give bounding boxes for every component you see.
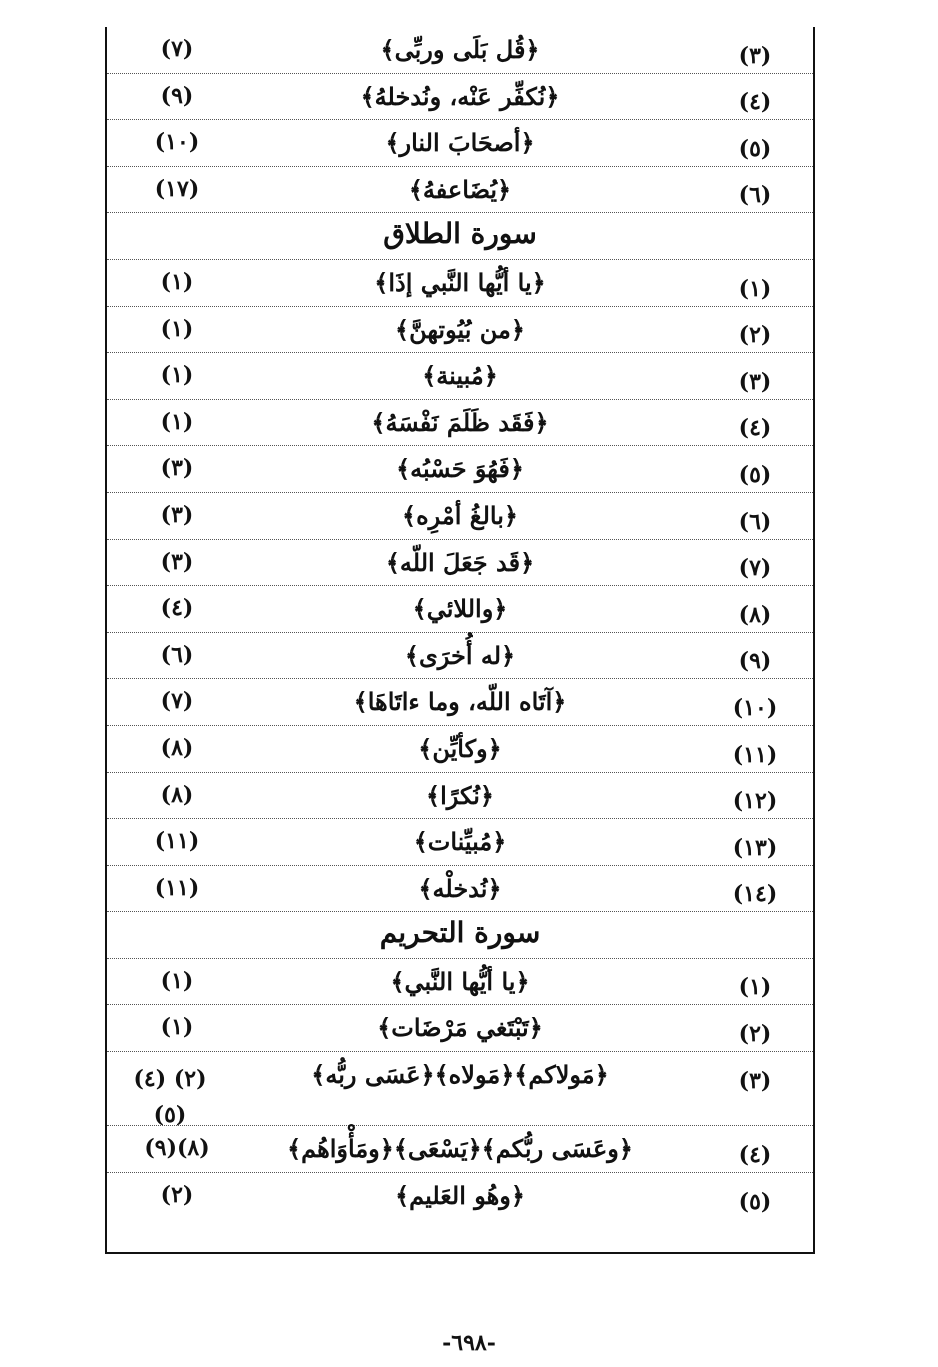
verse-reference: (١) xyxy=(160,315,194,342)
quranic-phrase: ﴿وهُو العَليم﴾ xyxy=(395,1180,525,1210)
table-row xyxy=(107,540,813,587)
table-row xyxy=(107,586,813,633)
verse-reference: (١١) xyxy=(154,874,200,901)
quranic-phrase: ﴿أصحَابَ النار﴾ xyxy=(385,128,535,158)
page-number: -٦٩٨- xyxy=(442,1330,496,1356)
verse-reference: (٢) xyxy=(160,1181,194,1208)
table-row xyxy=(107,27,813,74)
item-number: (١١) xyxy=(732,741,778,768)
item-number: (٥) xyxy=(738,1189,772,1216)
table-row xyxy=(107,493,813,540)
item-number: (١٠) xyxy=(732,694,778,721)
item-number: (٢) xyxy=(738,322,772,349)
quranic-phrase: ﴿وكأيِّن﴾ xyxy=(418,733,502,763)
index-table xyxy=(105,27,815,1254)
quranic-phrase: ﴿تَبْتَغي مَرْضَات﴾ xyxy=(377,1013,543,1043)
table-row xyxy=(107,819,813,866)
quranic-phrase: ﴿بالغُ أمْرِه﴾ xyxy=(402,500,518,530)
quranic-phrase: ﴿يا أيُّها النَّبي﴾ xyxy=(390,966,530,996)
item-number: (٣) xyxy=(738,1068,772,1095)
quranic-phrase: ﴿نُكرًا﴾ xyxy=(426,780,494,810)
item-number: (١٢) xyxy=(732,788,778,815)
table-row xyxy=(107,679,813,726)
verse-reference: (٨)(٩) xyxy=(144,1135,210,1162)
table-row xyxy=(107,773,813,820)
item-number: (٤) xyxy=(738,1141,772,1168)
item-number: (٦) xyxy=(738,508,772,535)
verse-reference: (٨) xyxy=(160,781,194,808)
table-row xyxy=(107,120,813,167)
quranic-phrase: ﴿واللائي﴾ xyxy=(412,594,508,624)
table-row xyxy=(107,167,813,214)
quranic-phrase: ﴿آتَاه اللّه، وما ءاتَاهَا﴾ xyxy=(353,687,567,717)
verse-reference-line: (٥) xyxy=(153,1102,187,1129)
verse-reference: (١٧) xyxy=(154,175,200,202)
table-row xyxy=(107,74,813,121)
surah-heading-row xyxy=(107,912,813,959)
table-row xyxy=(107,959,813,1006)
verse-reference: (٣) xyxy=(160,548,194,575)
quranic-phrase: ﴿مُبينة﴾ xyxy=(422,361,498,391)
quranic-phrase: ﴿له أُخرَى﴾ xyxy=(404,640,516,670)
table-row xyxy=(107,400,813,447)
verse-reference xyxy=(115,1061,225,1133)
quranic-phrase: ﴿يُضَاعفهُ﴾ xyxy=(408,174,512,204)
item-number: (٧) xyxy=(738,555,772,582)
quranic-phrase: ﴿مُبيِّنات﴾ xyxy=(413,827,507,857)
verse-reference: (٩) xyxy=(160,82,194,109)
quranic-phrase: ﴿قُل بَلَى وربِّى﴾ xyxy=(380,35,540,64)
verse-reference: (١) xyxy=(160,1014,194,1041)
quranic-phrase: ﴿وعَسَى ربُّكم﴾﴿يَسْعَى﴾﴿ومَأْوَاهُم﴾ xyxy=(287,1134,633,1164)
item-number: (٣) xyxy=(738,368,772,395)
item-number: (١٣) xyxy=(732,834,778,861)
quranic-phrase: ﴿فَقَد ظَلَمَ نَفْسَهُ﴾ xyxy=(371,407,549,437)
item-number: (٢) xyxy=(738,1021,772,1048)
verse-reference: (٧) xyxy=(160,688,194,715)
table-row xyxy=(107,260,813,307)
verse-reference: (١) xyxy=(160,362,194,389)
item-number: (٣) xyxy=(738,42,772,69)
surah-title: سورة الطلاق xyxy=(383,217,537,251)
item-number: (٨) xyxy=(738,601,772,628)
item-number: (٥) xyxy=(738,135,772,162)
quranic-phrase: ﴿فَهُوَ حَسْبُه﴾ xyxy=(396,454,524,484)
table-row xyxy=(107,446,813,493)
verse-reference: (٦) xyxy=(160,641,194,668)
table-row xyxy=(107,1005,813,1052)
table-row xyxy=(107,633,813,680)
item-number: (٦) xyxy=(738,182,772,209)
surah-heading-row xyxy=(107,213,813,260)
table-row xyxy=(107,1126,813,1173)
item-number: (١٤) xyxy=(732,881,778,908)
surah-title: سورة التحريم xyxy=(379,916,541,950)
verse-reference: (١) xyxy=(160,268,194,295)
item-number: (١) xyxy=(738,275,772,302)
item-number: (٤) xyxy=(738,89,772,116)
quranic-phrase: ﴿نُكفِّر عَنْه، ونُدخلهُ﴾ xyxy=(360,81,560,111)
verse-reference: (١) xyxy=(160,967,194,994)
item-number: (١) xyxy=(738,974,772,1001)
verse-reference: (٤) xyxy=(160,595,194,622)
verse-reference: (٨) xyxy=(160,734,194,761)
table-row xyxy=(107,726,813,773)
item-number: (٩) xyxy=(738,648,772,675)
table-row xyxy=(107,1173,813,1220)
quranic-phrase: ﴿نُدخلْه﴾ xyxy=(418,873,502,903)
quranic-phrase: ﴿مَولاكم﴾﴿مَولاه﴾﴿عَسَى ربُّه﴾ xyxy=(311,1060,609,1090)
verse-reference: (٣) xyxy=(160,455,194,482)
quranic-phrase: ﴿قَد جَعَلَ اللّه﴾ xyxy=(385,547,535,577)
item-number: (٤) xyxy=(738,415,772,442)
verse-reference: (١٠) xyxy=(154,129,200,156)
verse-reference: (٧) xyxy=(160,36,194,62)
verse-reference: (١١) xyxy=(154,828,200,855)
table-row xyxy=(107,353,813,400)
verse-reference: (٣) xyxy=(160,501,194,528)
quranic-phrase: ﴿يا أيُّها النَّبي إذَا﴾ xyxy=(374,267,546,297)
verse-reference-line: (٢) (٤) xyxy=(133,1066,207,1093)
item-number: (٥) xyxy=(738,461,772,488)
table-row xyxy=(107,307,813,354)
quranic-phrase: ﴿من بُيُوتهنَّ﴾ xyxy=(395,314,525,344)
table-row xyxy=(107,1052,813,1129)
table-row xyxy=(107,866,813,913)
verse-reference: (١) xyxy=(160,408,194,435)
